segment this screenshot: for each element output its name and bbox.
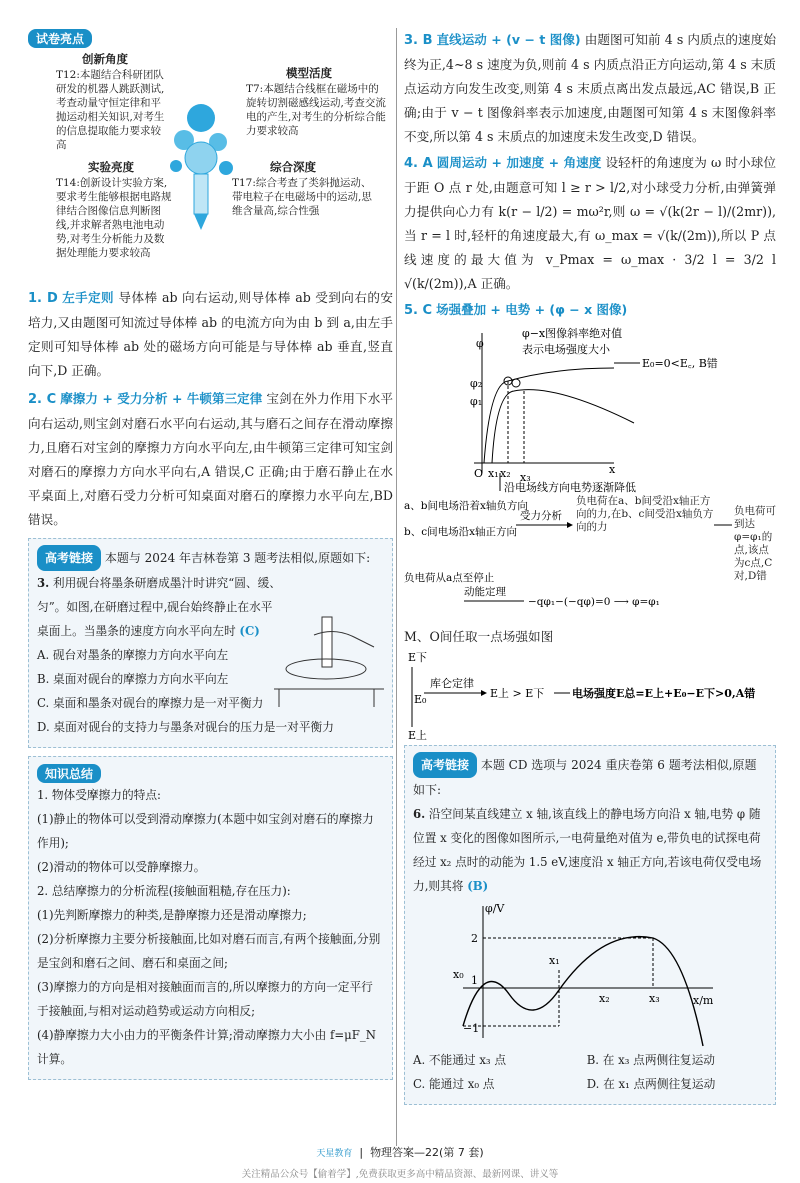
column-divider [396, 28, 397, 1146]
page-footer: 天星教育 | 物理答案—22(第 7 套) [316, 1146, 484, 1159]
footer-note: 关注精品公众号【偷着学】,免费获取更多高中精品资源、最新网课、讲义等 [241, 1169, 559, 1180]
graph-y1: 1 [471, 974, 478, 987]
experiment-text: T14:创新设计实验方案,要求考生能够根据电路规律结合图像信息判断图线,并求解者熟电池电动势,对考生分析能力及数据处理能力要求较高 [56, 177, 172, 259]
field-e-down: E下 [408, 651, 428, 664]
right-column [404, 28, 776, 1105]
graph-ylabel: φ/V [485, 902, 505, 915]
flow-start: 负电荷从a点至停止 [404, 572, 495, 584]
gaokao-1-option-c: C. 桌面和墨条对砚台的摩擦力是一对平衡力 [37, 696, 264, 710]
gaokao-2-options-row-1 [413, 1048, 767, 1072]
field-law: 库仑定律 [430, 677, 474, 690]
fig-phi: φ [476, 337, 484, 350]
mo-note: M、O间任取一点场强如图 [404, 629, 554, 644]
gaokao-2-option-b: B. 在 x₃ 点两侧往复运动 [586, 1053, 715, 1067]
fig-x: x [609, 463, 616, 476]
fig-bottom-note: 沿电场线方向电势逐渐降低 [504, 481, 636, 494]
fig-origin: O [474, 467, 484, 480]
fig-x3: x₃ [520, 471, 531, 484]
gaokao-link-1 [28, 538, 393, 748]
answer-4 [404, 151, 776, 296]
innovation-text: T12:本题结合科研团队研发的机器人跳跃测试,考查动量守恒定律和平抛运动相关知识,对考生的信息提取能力要求较高 [56, 69, 165, 151]
summary-line: (2)分析摩擦力主要分析接触面,比如对磨石而言,有两个接触面,分别是宝剑和磨石之间、磨石和桌面之间; [37, 932, 381, 970]
answer-2-num: 2. C [28, 392, 57, 407]
answer-3-num: 3. B [404, 33, 433, 48]
fig-note-1: φ−x图像斜率绝对值 [522, 327, 623, 340]
gaokao-1-option-b: B. 桌面对砚台的摩擦力方向水平向左 [37, 672, 229, 686]
phi-x-figure [404, 323, 776, 495]
gaokao-1-intro-text: 本题与 2024 年吉林卷第 3 题考法相似,原题如下: [104, 551, 371, 565]
summary-line: (1)静止的物体可以受到滑动摩擦力(本题中如宝剑对磨石的摩擦力作用); [37, 812, 374, 850]
gaokao-1-option-a: A. 砚台对墨条的摩擦力方向水平向左 [37, 648, 229, 662]
flow-force-text: 负电荷在a、b间受沿x轴正方向的力,在b、c间受沿x轴负方向的力 [576, 495, 714, 533]
phi-x-graph [413, 898, 763, 1048]
graph-x1: x₁ [549, 954, 560, 967]
fig-x1: x₁ [488, 467, 499, 480]
answer-2-tags: 摩擦力 + 受力分析 + 牛顿第三定律 [60, 391, 263, 406]
flow-force-result [576, 495, 716, 565]
answer-4-tags: 圆周运动 + 加速度 + 角速度 [436, 155, 602, 170]
gaokao-2-option-d: D. 在 x₁ 点两侧往复运动 [586, 1077, 716, 1091]
summary-line: 1. 物体受摩擦力的特点: [37, 788, 161, 802]
model-title: 模型活度 [286, 66, 332, 80]
gaokao-1-answer: (C) [239, 624, 260, 638]
fig-phi2: φ₂ [470, 377, 483, 390]
summary-line: 2. 总结摩擦力的分析流程(接触面粗糙,存在压力): [37, 884, 291, 898]
gaokao-link-2 [404, 745, 776, 1105]
answer-3-tags: 直线运动 + (v − t 图像) [436, 32, 581, 47]
answer-1-num: 1. D [28, 291, 58, 306]
depth-title: 综合深度 [270, 160, 316, 174]
footer-page-label: 物理答案—22(第 7 套) [370, 1146, 484, 1159]
answer-3-text: 由题图可知前 4 s 内质点的速度始终为正,4~8 s 速度为负,则前 4 s 内质点沿正方向运动,第 4 s 末质点运动方向发生改变,则第 4 s 末质点离出发点最远,AC 错误,B 正确;由于 v − t 图像斜率表示加速度,由题图可知第 4 s 末图像斜率不变,所以第 4 s 末质点的加速度未发生改变,D 错误。 [404, 32, 776, 144]
answer-2 [28, 387, 393, 532]
answer-5-tags: 场强叠加 + 电势 + (φ − x 图像) [436, 302, 628, 317]
answer-2-text: 宝剑在外力作用下水平向右运动,则宝剑对磨石水平向右运动,其与磨石之间存在滑动摩擦力,且磨石对宝剑的摩擦力方向水平向左,由牛顿第三定律可知宝剑对磨石的摩擦力方向水平向右,A 错误,C 正确;由于磨石静止在水平桌面上,对磨石受力分析可知桌面对磨石的摩擦力水平向左,BD 错误。 [28, 391, 393, 527]
summary-line: (4)静摩擦力大小由力的平衡条件计算;滑动摩擦力大小由 f=μF_N 计算。 [37, 1028, 376, 1066]
innovation-block [82, 52, 202, 67]
gaokao-2-intro [413, 752, 767, 802]
summary-badge: 知识总结 [37, 764, 101, 783]
gaokao-1-badge: 高考链接 [37, 545, 101, 571]
gaokao-2-option-a: A. 不能通过 x₃ 点 [413, 1053, 507, 1067]
highlights-badge: 试卷亮点 [28, 29, 92, 48]
gaokao-2-badge: 高考链接 [413, 752, 477, 778]
answer-4-text-2: √(k(2r − l)/(2mr)),当 r = l 时,轻杆的角速度最大,有 ω_max = √(k/(2m)),所以 P 点线速度的最大值为 v_Pmax = ω_max · 3/2 l = 3/2 l √(k/(2m)),A 正确。 [404, 204, 776, 291]
flow-force-label: 受力分析 [520, 510, 562, 522]
experiment-title: 实验亮度 [88, 160, 134, 174]
answer-4-text-1: 设轻杆的角速度为 ω 时小球位于距 O 点 r 处,由题意可知 l ≥ r > l/2,对小球受力分析,由弹簧弹力提供向心力有 k(r − l/2) = mω²r,则 ω = [404, 155, 776, 219]
field-e0: E₀ [414, 693, 427, 706]
answer-3 [404, 28, 776, 149]
fig-right-note: E₀=0<E꜀, B错 [642, 357, 718, 370]
gaokao-2-qnum: 6. [413, 807, 426, 821]
gaokao-2-option-c: C. 能通过 x₀ 点 [413, 1077, 495, 1091]
depth-text: T17:综合考查了类斜抛运动、带电粒子在电磁场中的运动,思维含量高,综合性强 [232, 177, 372, 217]
flow-conclusion [734, 505, 776, 615]
field-ineq: E上 > E下 [490, 687, 545, 700]
gaokao-2-options-row-2 [413, 1072, 767, 1096]
answer-1-text: 导体棒 ab 向右运动,则导体棒 ab 受到向右的安培力,又由题图可知流过导体棒 ab 的电流方向为由 b 到 a,由左手定则可知导体棒 ab 处的磁场方向可能是与导体棒 ab 垂直,竖直向下,D 正确。 [28, 290, 393, 378]
flow-energy-label: 动能定理 [464, 586, 506, 598]
fig-x2: x₂ [500, 467, 511, 480]
gaokao-1-qnum: 3. [37, 576, 50, 590]
graph-xlabel: x/m [693, 994, 714, 1007]
innovation-title: 创新角度 [82, 52, 128, 66]
flow-field-bc: b、c间电场沿x轴正方向 [404, 526, 518, 538]
graph-x3: x₃ [649, 992, 660, 1005]
summary-line: (1)先判断摩擦力的种类,是静摩擦力还是滑动摩擦力; [37, 908, 307, 922]
graph-ym1: −1 [463, 1022, 480, 1035]
graph-y2: 2 [471, 932, 478, 945]
gaokao-2-stem-text: 沿空间某直线建立 x 轴,该直线上的静电场方向沿 x 轴,电势 φ 随位置 x 变化的图像如图所示,一电荷量绝对值为 e,带负电的试探电荷经过 x₂ 点时的动能为 1.5 eV,速度沿 x 轴正方向,若该电荷仅受电场力,则其将 [413, 807, 762, 893]
answer-5-num: 5. C [404, 303, 433, 318]
gaokao-1-option-d: D. 桌面对砚台的支持力与墨条对砚台的压力是一对平衡力 [37, 720, 334, 734]
gaokao-2-stem [413, 802, 767, 898]
graph-x2: x₂ [599, 992, 610, 1005]
answer-1-tags: 左手定则 [62, 290, 114, 305]
knowledge-summary [28, 756, 393, 1080]
left-column [28, 28, 393, 1080]
depth-block [270, 160, 370, 175]
fig-note-2: 表示电场强度大小 [522, 343, 610, 356]
inkstone-illustration [274, 607, 384, 707]
flow-equation: −qφ₁−(−qφ)=0 ⟶ φ=φ₁ [528, 596, 660, 608]
experiment-block [88, 160, 188, 175]
flow-field-ab: a、b间电场沿着x轴负方向 [404, 500, 528, 512]
footer-logo: 天星教育 [316, 1149, 353, 1159]
answer-1 [28, 286, 393, 383]
gaokao-1-intro [37, 545, 384, 571]
gaokao-1-stem-text: 利用砚台将墨条研磨成墨汁时讲究“圆、缓、匀”。如图,在研磨过程中,砚台始终静止在水平桌面上。当墨条的速度方向水平向左时 [37, 576, 281, 638]
fig-phi1: φ₁ [470, 395, 483, 408]
summary-line: (2)滑动的物体可以受静摩擦力。 [37, 860, 206, 874]
model-text: T7:本题结合线框在磁场中的旋转切割磁感线运动,考查交流电的产生,对考生的分析综合能力要求较高 [246, 83, 386, 137]
field-superposition [404, 649, 776, 741]
field-e-up: E上 [408, 729, 428, 741]
highlights-panel [28, 48, 393, 258]
field-result: 电场强度E总=E上+E₀−E下>0,A错 [572, 687, 756, 700]
answer-5 [404, 298, 776, 323]
gaokao-2-intro-text: 本题 CD 选项与 2024 重庆卷第 6 题考法相似,原题如下: [413, 758, 757, 797]
gaokao-2-answer: (B) [467, 879, 489, 893]
flow-conclusion-text: 负电荷可到达φ=φ₁的点,该点为c点,C对,D错 [734, 505, 776, 582]
summary-line: (3)摩擦力的方向是相对接触面而言的,所以摩擦力的方向一定平行于接触面,与相对运动趋势或运动方向相反; [37, 980, 373, 1018]
graph-x0: x₀ [453, 968, 464, 981]
model-block [286, 66, 396, 81]
answer-4-num: 4. A [404, 156, 433, 171]
analysis-flow [404, 495, 776, 625]
